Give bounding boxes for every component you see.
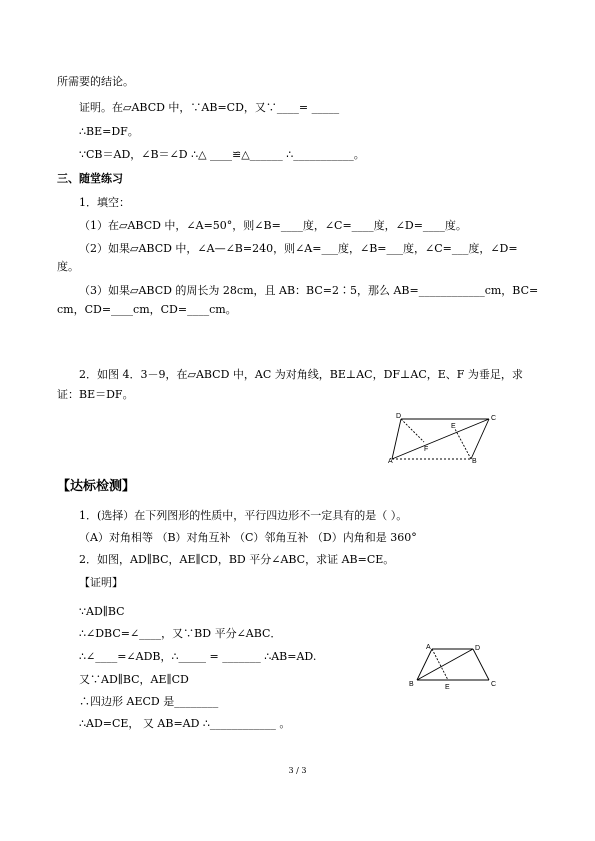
exercise-line: cm，CD=____cm，CD=____cm。 bbox=[57, 303, 237, 316]
section-heading: 【达标检测】 bbox=[57, 479, 136, 494]
exercise-line: 证：BE＝DF。 bbox=[57, 388, 134, 401]
exercise-line: （1）在▱ABCD 中，∠A=50°，则∠B=____度，∠C=____度，∠D=____度。 bbox=[79, 219, 467, 232]
proof-line: ∵CB＝AD，∠B＝∠D ∴△ ____≌△______ ∴___________。 bbox=[79, 148, 365, 161]
diagonal-bd bbox=[417, 649, 473, 680]
label-d: D bbox=[396, 413, 402, 420]
proof-line: ∵AD∥BC bbox=[79, 605, 125, 618]
side-da bbox=[392, 419, 401, 459]
figure-trapezoid-abcd bbox=[405, 642, 503, 692]
label-c: C bbox=[491, 415, 497, 422]
proof-line: 证明。在▱ABCD 中，∵AB=CD，又∵____= _____ bbox=[79, 101, 340, 114]
proof-line: ∴∠DBC=∠____，又∵BD 平分∠ABC． bbox=[79, 627, 282, 640]
section-heading: 三、随堂练习 bbox=[57, 172, 123, 185]
side-dc bbox=[473, 649, 489, 680]
perp-be bbox=[455, 429, 471, 459]
proof-line: ∴BE=DF。 bbox=[79, 125, 139, 138]
label-c: C bbox=[491, 681, 497, 688]
proof-line: ∴AD=CE， 又 AB=AD ∴____________ 。 bbox=[79, 717, 291, 730]
proof-line: 又∵AD∥BC，AE∥CD bbox=[79, 673, 189, 686]
proof-heading: 【证明】 bbox=[79, 576, 123, 589]
exercise-line: 1．填空： bbox=[79, 196, 130, 209]
label-a: A bbox=[426, 644, 431, 651]
perp-df bbox=[401, 419, 424, 442]
proof-line: ∴四边形 AECD 是________ bbox=[79, 695, 219, 708]
exercise-line: （3）如果▱ABCD 的周长为 28cm，且 AB：BC=2∶5，那么 AB=____________cm，BC= bbox=[79, 284, 539, 297]
question-line: 1．(选择）在下列图形的性质中，平行四边形不一定具有的是（ ）。 bbox=[79, 509, 408, 522]
label-d: D bbox=[475, 645, 481, 652]
proof-line: ∴∠____=∠ADB，∴_____ = _______ ∴AB=AD. bbox=[79, 650, 317, 663]
label-e: E bbox=[445, 684, 450, 691]
question-options: （A）对角相等 （B）对角互补 （C）邻角互补 （D）内角和是 360° bbox=[79, 531, 417, 544]
text-line: 所需要的结论。 bbox=[57, 75, 134, 88]
exercise-line: 2．如图 4．3－9，在▱ABCD 中，AC 为对角线，BE⊥AC，DF⊥AC，E、F 为垂足，求 bbox=[79, 368, 523, 381]
figure-parallelogram-abcd bbox=[388, 410, 498, 464]
exercise-line: 度。 bbox=[57, 260, 79, 273]
label-b: B bbox=[472, 458, 477, 464]
label-f: F bbox=[424, 446, 429, 453]
exercise-line: （2）如果▱ABCD 中，∠A—∠B=240，则∠A=___度，∠B=___度，∠C=___度，∠D= bbox=[79, 242, 518, 255]
label-a: A bbox=[388, 458, 393, 464]
label-b: B bbox=[409, 681, 414, 688]
label-e: E bbox=[451, 423, 456, 430]
question-line: 2．如图，AD∥BC，AE∥CD，BD 平分∠ABC，求证 AB=CE。 bbox=[79, 553, 395, 566]
page-number: 3 / 3 bbox=[288, 766, 307, 775]
